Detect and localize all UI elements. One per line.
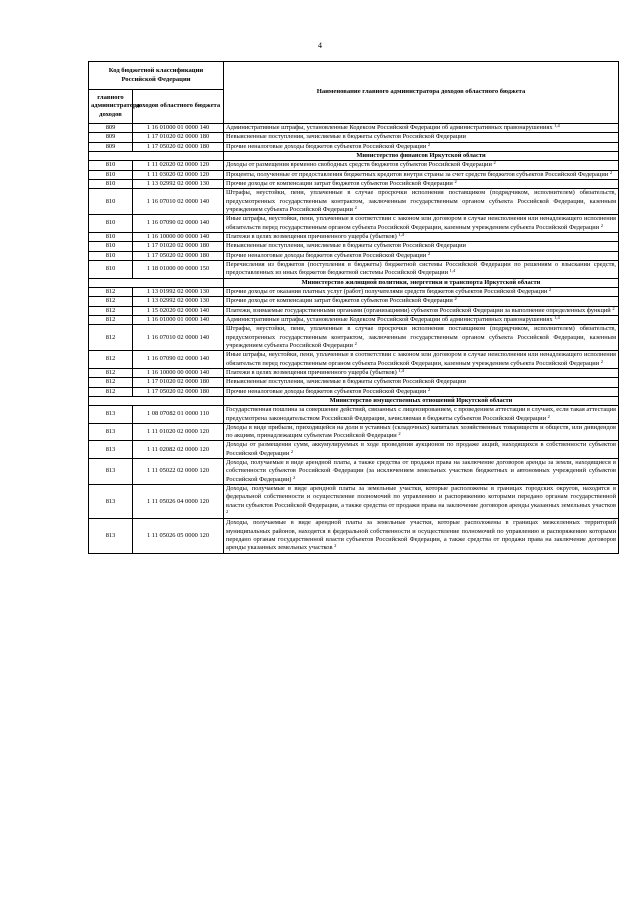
revenue-name-cell [224,423,619,441]
revenue-code-cell: 1 13 01992 02 0000 130 [133,287,224,296]
revenue-code-cell: 1 16 07090 02 0000 140 [133,351,224,369]
admin-code-cell: 812 [89,306,133,315]
footnote-marker: 2 [427,141,431,147]
revenue-code-cell: 1 11 02082 02 0000 120 [133,441,224,459]
revenue-name-text: Доходы, получаемые в виде арендной платы за земельные участки, которые расположены в границах городских округов, находятся в федеральной собственности и осуществление полномочий по управлению и распоряжению которыми передано органам государственной власти субъектов Российской Федерации, а также средства от продажи права на заключение договоров аренды указанных земельных участков [226,485,616,509]
revenue-name-text: Штрафы, неустойки, пени, уплаченные в случае просрочки исполнения поставщиком (подрядчиком, исполнителем) обязательств, предусмотренных государственным контрактом, заключенным государственным органом субъекта Российской Федерации, казенным учреждением субъекта Российской Федерации [226,189,616,213]
revenue-code-cell: 1 16 10000 00 0000 140 [133,232,224,241]
table-row [89,441,619,459]
footnote-marker: 2 [548,286,552,292]
revenue-name-text: Административные штрафы, установленные Кодексом Российской Федерации об административных правонарушениях [226,315,553,323]
admin-code-cell: 810 [89,189,133,215]
table-row [89,297,619,306]
revenue-code-cell: 1 16 07010 02 0000 140 [133,325,224,351]
revenue-name-text: Доходы в виде прибыли, приходящейся на доли в уставных (складочных) капиталах хозяйственных товариществ и обществ, или дивидендов по акциям, принадлежащим субъектам Российской Федерации [226,423,616,440]
admin-code-cell: 810 [89,232,133,241]
revenue-name-cell [224,133,619,142]
footnote-marker: 2 [427,250,431,256]
footnote-marker: 1,4 [554,314,560,320]
table-row [89,232,619,241]
revenue-name-cell [224,189,619,215]
admin-code-cell: 813 [89,485,133,519]
revenue-name-text: Доходы, получаемые в виде арендной платы, а также средства от продажи права на заключение договоров аренды за земли, находящиеся в собственности субъектов Российской Федерации (за исключением земельных участков бюджетных и автономных учреждений субъектов Российской Федерации) [226,459,616,483]
revenue-name-text: Доходы, получаемые в виде арендной платы за земельные участки, которые расположены в границах межселенных территорий муниципальных районов, находятся в федеральной собственности и осуществление полномочий по управлению и распоряжению которыми передано органам государственной власти субъектов Российской Федерации, а также средства от продажи права на заключение договоров аренды указанных земельных участков [226,519,616,552]
revenue-code-cell: 1 17 01020 02 0000 180 [133,378,224,387]
section-row [89,396,619,405]
header-classification-code: Код бюджетной классификации Российской Федерации [89,62,224,90]
revenue-name-text: Прочие неналоговые доходы бюджетов субъектов Российской Федерации [226,142,427,150]
footnote-marker: 2 [547,413,550,419]
revenue-name-cell [224,315,619,324]
revenue-code-cell: 1 11 05026 04 0000 120 [133,485,224,519]
admin-code-cell: 813 [89,459,133,485]
revenue-name-cell [224,251,619,260]
revenue-code-cell: 1 17 05020 02 0000 180 [133,251,224,260]
revenue-name-text: Проценты, полученные от предоставления бюджетных кредитов внутри страны за счет средств бюджетов субъектов Российской Федерации [226,170,609,178]
revenue-name-cell [224,519,619,553]
header-administrator-name: Наименование главного администратора доходов областного бюджета [224,62,619,124]
section-title: Министерство финансов Иркутской области [224,151,619,160]
footnote-marker: 2 [600,222,603,228]
revenue-name-text: Невыясненные поступления, зачисляемые в бюджеты субъектов Российской Федерации [226,242,466,250]
admin-code-cell: 812 [89,325,133,351]
section-title: Министерство имущественных отношений Иркутской области [224,396,619,405]
admin-code-cell: 813 [89,406,133,424]
revenue-code-cell: 1 16 07010 02 0000 140 [133,189,224,215]
revenue-name-text: Доходы от размещения временно свободных средств бюджетов субъектов Российской Федерации [226,161,492,169]
revenue-name-cell [224,387,619,396]
section-row [89,278,619,287]
revenue-name-cell [224,325,619,351]
header-admin-code: главного администратора доходов [89,90,133,124]
admin-code-cell: 810 [89,215,133,233]
revenue-name-text: Перечисления из бюджетов (поступления в бюджеты) бюджетной системы Российской Федерации по решениям о взыскании средств, предоставленных из иных бюджетов бюджетной системы Российской Федерации [226,260,616,277]
revenue-code-cell: 1 16 01000 01 0000 140 [133,315,224,324]
footnote-marker: 2 [600,358,603,364]
admin-code-cell: 810 [89,242,133,251]
table-row [89,242,619,251]
revenue-code-cell: 1 16 10000 00 0000 140 [133,368,224,377]
revenue-name-cell [224,287,619,296]
footnote-marker: 1,4 [398,231,404,237]
revenue-code-cell: 1 18 01000 00 0000 150 [133,260,224,278]
table-row [89,287,619,296]
footnote-marker: 1,4 [398,367,404,373]
table-row [89,179,619,188]
page-number: 4 [318,41,322,50]
revenue-code-cell: 1 15 02020 02 0000 140 [133,306,224,315]
footnote-marker: 1,4 [554,123,560,128]
revenue-name-text: Невыясненные поступления, зачисляемые в бюджеты субъектов Российской Федерации [226,378,466,386]
revenue-name-cell [224,215,619,233]
revenue-code-cell: 1 17 05020 02 0000 180 [133,387,224,396]
revenue-code-cell: 1 11 03020 02 0000 120 [133,170,224,179]
revenue-name-cell [224,124,619,133]
revenue-name-cell [224,260,619,278]
revenue-code-cell: 1 17 01020 02 0000 180 [133,242,224,251]
revenue-code-cell: 1 08 07082 01 0000 110 [133,406,224,424]
header-revenue-code: доходов областного бюджета [133,90,224,124]
revenue-code-cell: 1 16 07090 02 0000 140 [133,215,224,233]
admin-code-cell: 812 [89,387,133,396]
section-spacer [89,278,224,287]
revenue-name-cell [224,161,619,170]
revenue-name-text: Прочие доходы от оказания платных услуг (работ) получателями средств бюджетов субъектов Российской Федерации [226,287,548,295]
revenue-administrators-table [88,61,619,554]
revenue-name-cell [224,368,619,377]
revenue-code-cell: 1 11 05026 05 0000 120 [133,519,224,553]
revenue-code-cell: 1 13 02992 02 0000 130 [133,179,224,188]
admin-code-cell: 812 [89,297,133,306]
admin-code-cell: 809 [89,133,133,142]
admin-code-cell: 813 [89,423,133,441]
admin-code-cell: 813 [89,441,133,459]
table-row [89,215,619,233]
revenue-name-text: Прочие неналоговые доходы бюджетов субъектов Российской Федерации [226,251,427,259]
footnote-marker: 1,4 [449,268,456,274]
table-row [89,170,619,179]
revenue-code-cell: 1 11 05022 02 0000 120 [133,459,224,485]
revenue-code-cell: 1 17 05020 02 0000 180 [133,142,224,151]
revenue-name-text: Иные штрафы, неустойки, пени, уплаченные в соответствии с законом или договором в случае неисполнения или ненадлежащего исполнения обязательств перед государственным органом субъекта Российской Федерации, казенным учреждением субъекта Российской Федерации [226,215,616,231]
revenue-name-text: Платежи в целях возмещения причиненного ущерба (убытков) [226,232,397,240]
revenue-name-cell [224,485,619,519]
footnote-marker: 2 [293,474,296,480]
footnote-marker: 2 [612,305,615,311]
section-row [89,151,619,160]
revenue-code-cell: 1 17 01020 02 0000 180 [133,133,224,142]
admin-code-cell: 810 [89,179,133,188]
admin-code-cell: 812 [89,315,133,324]
revenue-name-cell [224,378,619,387]
admin-code-cell: 810 [89,251,133,260]
footnote-marker: 2 [354,204,357,210]
revenue-name-cell [224,351,619,369]
footnote-marker: 2 [334,543,337,549]
admin-code-cell: 812 [89,368,133,377]
admin-code-cell: 809 [89,142,133,151]
admin-code-cell: 809 [89,124,133,133]
revenue-name-cell [224,232,619,241]
admin-code-cell: 813 [89,519,133,553]
table-row [89,315,619,324]
revenue-code-cell: 1 13 02992 02 0000 130 [133,297,224,306]
table-row [89,378,619,387]
table-row [89,387,619,396]
revenue-name-text: Платежи в целях возмещения причиненного ущерба (убытков) [226,368,397,376]
table-row [89,124,619,133]
table-row [89,260,619,278]
footnote-marker: 2 [454,178,457,184]
footnote-marker: 2 [354,340,357,346]
table-row [89,485,619,519]
section-title: Министерство жилищной политики, энергетики и транспорта Иркутской области [224,278,619,287]
footnote-marker: 2 [454,296,457,302]
revenue-name-text: Платежи, взимаемые государственными органами (организациями) субъектов Российской Федерации за выполнение определенных функций [226,306,611,314]
footnote-marker: 2 [290,448,294,454]
table-row [89,459,619,485]
table-header-row [89,62,619,90]
admin-code-cell: 812 [89,287,133,296]
revenue-name-cell [224,406,619,424]
table-row [89,519,619,553]
table-row [89,351,619,369]
section-spacer [89,151,224,160]
table-row [89,133,619,142]
revenue-name-text: Штрафы, неустойки, пени, уплаченные в случае просрочки исполнения поставщиком (подрядчиком, исполнителем) обязательств, предусмотренных государственным контрактом, заключенным государственным органом субъекта Российской Федерации, казенным учреждением субъекта Российской Федерации [226,325,616,349]
revenue-name-cell [224,297,619,306]
footnote-marker: 2 [493,160,496,166]
table-row [89,325,619,351]
admin-code-cell: 812 [89,378,133,387]
table-body [89,124,619,554]
footnote-marker: 2 [609,169,613,175]
table-row [89,368,619,377]
revenue-name-text: Административные штрафы, установленные Кодексом Российской Федерации об административных правонарушениях [226,124,553,131]
revenue-code-cell: 1 11 02020 02 0000 120 [133,161,224,170]
revenue-name-cell [224,242,619,251]
revenue-name-text: Доходы от размещения сумм, аккумулируемых в ходе проведения аукционов по продаже акций, находящихся в собственности субъектов Российской Федерации [226,441,616,457]
footnote-marker: 2 [226,509,229,515]
section-spacer [89,396,224,405]
revenue-name-text: Прочие доходы от компенсации затрат бюджетов субъектов Российской Федерации [226,297,453,305]
revenue-name-cell [224,170,619,179]
revenue-name-cell [224,179,619,188]
admin-code-cell: 810 [89,161,133,170]
admin-code-cell: 812 [89,351,133,369]
revenue-name-text: Невыясненные поступления, зачисляемые в бюджеты субъектов Российской Федерации [226,133,466,141]
admin-code-cell: 810 [89,170,133,179]
table-row [89,142,619,151]
revenue-name-cell [224,441,619,459]
table-row [89,423,619,441]
revenue-name-text: Государственная пошлина за совершение действий, связанных с лицензированием, с проведением аттестации в случаях, если такая аттестация предусмотрена законодательством Российской Федерации, зачисляемая в бюджеты субъектов Российской Федерации [226,406,616,422]
table-row [89,306,619,315]
revenue-name-cell [224,459,619,485]
revenue-name-text: Прочие неналоговые доходы бюджетов субъектов Российской Федерации [226,387,427,395]
footnote-marker: 2 [398,431,401,437]
footnote-marker: 2 [427,386,431,392]
table-row [89,189,619,215]
revenue-code-cell: 1 16 01000 01 0000 140 [133,124,224,133]
revenue-code-cell: 1 11 01020 02 0000 120 [133,423,224,441]
table-row [89,161,619,170]
revenue-name-cell [224,142,619,151]
table-row [89,406,619,424]
revenue-name-text: Иные штрафы, неустойки, пени, уплаченные в соответствии с законом или договором в случае неисполнения или ненадлежащего исполнения обязательств перед государственным органом субъекта Российской Федерации, казенным учреждением субъекта Российской Федерации [226,351,616,367]
table-row [89,251,619,260]
admin-code-cell: 810 [89,260,133,278]
revenue-name-text: Прочие доходы от компенсации затрат бюджетов субъектов Российской Федерации [226,179,453,187]
